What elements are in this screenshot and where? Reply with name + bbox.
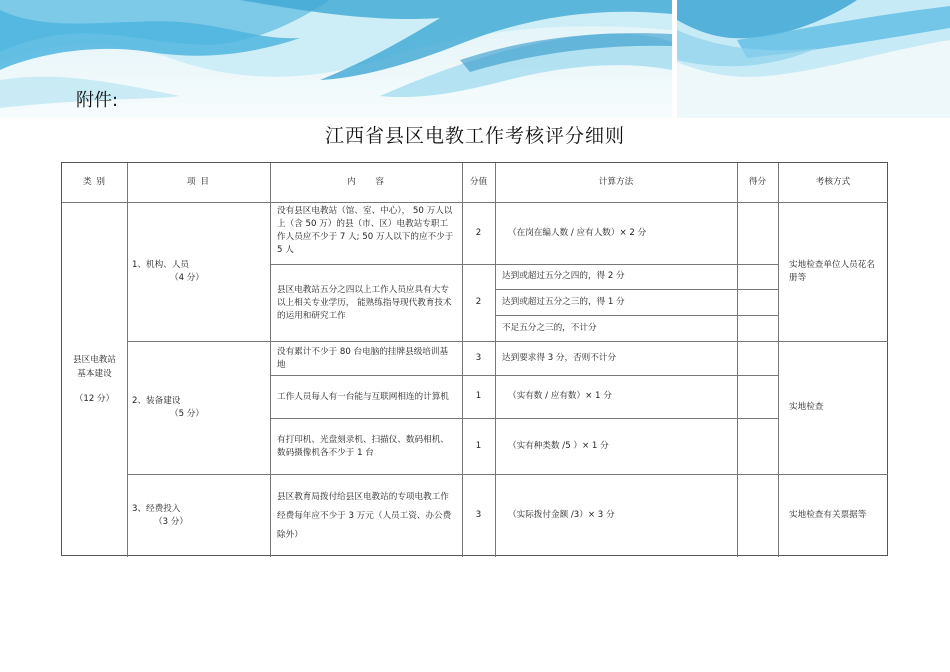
wave-graphic-right bbox=[677, 0, 950, 118]
assess-cell-1 bbox=[779, 202, 888, 341]
method-cell-5: （实有种类数 /5 ）× 1 分 bbox=[508, 440, 609, 451]
header-earned: 得分 bbox=[748, 177, 767, 187]
score-cell-6: 3 bbox=[475, 510, 482, 520]
content-text: 县区电教站五分之四以上工作人员应具有大专以上相关专业学历， 能熟练指导现代教育技术的运用和研究工作 bbox=[277, 284, 452, 321]
item-cell-1 bbox=[127, 202, 270, 341]
content-cell-6 bbox=[271, 475, 461, 557]
item-points: （4 分） bbox=[170, 272, 204, 283]
content-text: 没有累计不少于 80 台电脑的挂牌县级培训基地 bbox=[277, 346, 449, 370]
header-method: 计算方法 bbox=[598, 177, 634, 187]
header-item: 项 目 bbox=[187, 177, 210, 187]
method-cell-4: （实有数 / 应有数）× 1 分 bbox=[508, 391, 612, 401]
content-cell-2 bbox=[271, 265, 461, 341]
method-cell-6: （实际拨付金额 /3）× 3 分 bbox=[508, 510, 615, 520]
score-cell-2: 2 bbox=[475, 297, 482, 307]
method-cell-2b: 达到或超过五分之三的，得 1 分 bbox=[502, 296, 625, 307]
header-content: 内 容 bbox=[347, 177, 385, 187]
scoring-table bbox=[61, 162, 888, 556]
item-points: （5 分） bbox=[170, 408, 204, 419]
assess-cell-3 bbox=[779, 474, 888, 557]
score-cell-3: 3 bbox=[475, 352, 482, 363]
item-points: （3 分） bbox=[154, 516, 188, 527]
content-text: 县区教育局拨付给县区电教站的专项电教工作经费每年应不少于 3 万元（人员工资、办公费除外） bbox=[277, 491, 452, 540]
score-cell-1: 2 bbox=[475, 227, 482, 238]
assess-text: 实地检查单位人员花名册等 bbox=[789, 259, 875, 283]
attachment-label: 附件: bbox=[76, 90, 119, 111]
content-cell-1: 没有县区电教站（馆、室、中心）， 50 万人以上（含 50 万）的县（市、区）电教站专职工作人员应不少于 7 人; 50 万人以下的应不少于 5 人 bbox=[277, 206, 454, 255]
content-text: 有打印机、光盘刻录机、扫描仪、数码相机、数码摄像机各不少于 1 台 bbox=[277, 434, 449, 458]
assess-cell-2 bbox=[779, 341, 888, 474]
item-name: 2、装备建设 bbox=[132, 395, 181, 406]
score-cell-4: 1 bbox=[475, 391, 482, 401]
item-cell-2 bbox=[127, 341, 270, 474]
header-banner-right bbox=[677, 0, 950, 118]
category-cell bbox=[62, 202, 127, 557]
method-cell-2a: 达到或超过五分之四的，得 2 分 bbox=[502, 271, 625, 281]
item-cell-3 bbox=[127, 474, 270, 557]
category-name: 县区电教站 基本建设 bbox=[73, 355, 116, 379]
method-cell-1: （在岗在编人数 / 应有人数）× 2 分 bbox=[508, 227, 647, 238]
content-cell-4 bbox=[271, 376, 461, 418]
header-assess: 考核方式 bbox=[815, 177, 851, 187]
assess-text: 实地检查有关票据等 bbox=[789, 510, 867, 520]
score-cell-5: 1 bbox=[475, 440, 482, 451]
content-text: 工作人员每人有一台能与互联网相连的计算机 bbox=[277, 391, 449, 402]
assess-text: 实地检查 bbox=[789, 402, 824, 412]
item-name: 1、机构、人员 bbox=[132, 259, 190, 270]
item-name: 3、经费投入 bbox=[132, 503, 181, 514]
header-category: 类 别 bbox=[83, 177, 106, 187]
content-cell-5 bbox=[271, 419, 461, 474]
method-cell-3: 达到要求得 3 分，否则不计分 bbox=[502, 352, 617, 363]
category-points: （12 分） bbox=[74, 394, 115, 404]
page-title: 江西省县区电教工作考核评分细则 bbox=[324, 125, 625, 147]
content-cell-3 bbox=[271, 342, 461, 375]
method-cell-2c: 不足五分之三的，不计分 bbox=[502, 322, 597, 333]
header-score: 分值 bbox=[469, 177, 488, 187]
